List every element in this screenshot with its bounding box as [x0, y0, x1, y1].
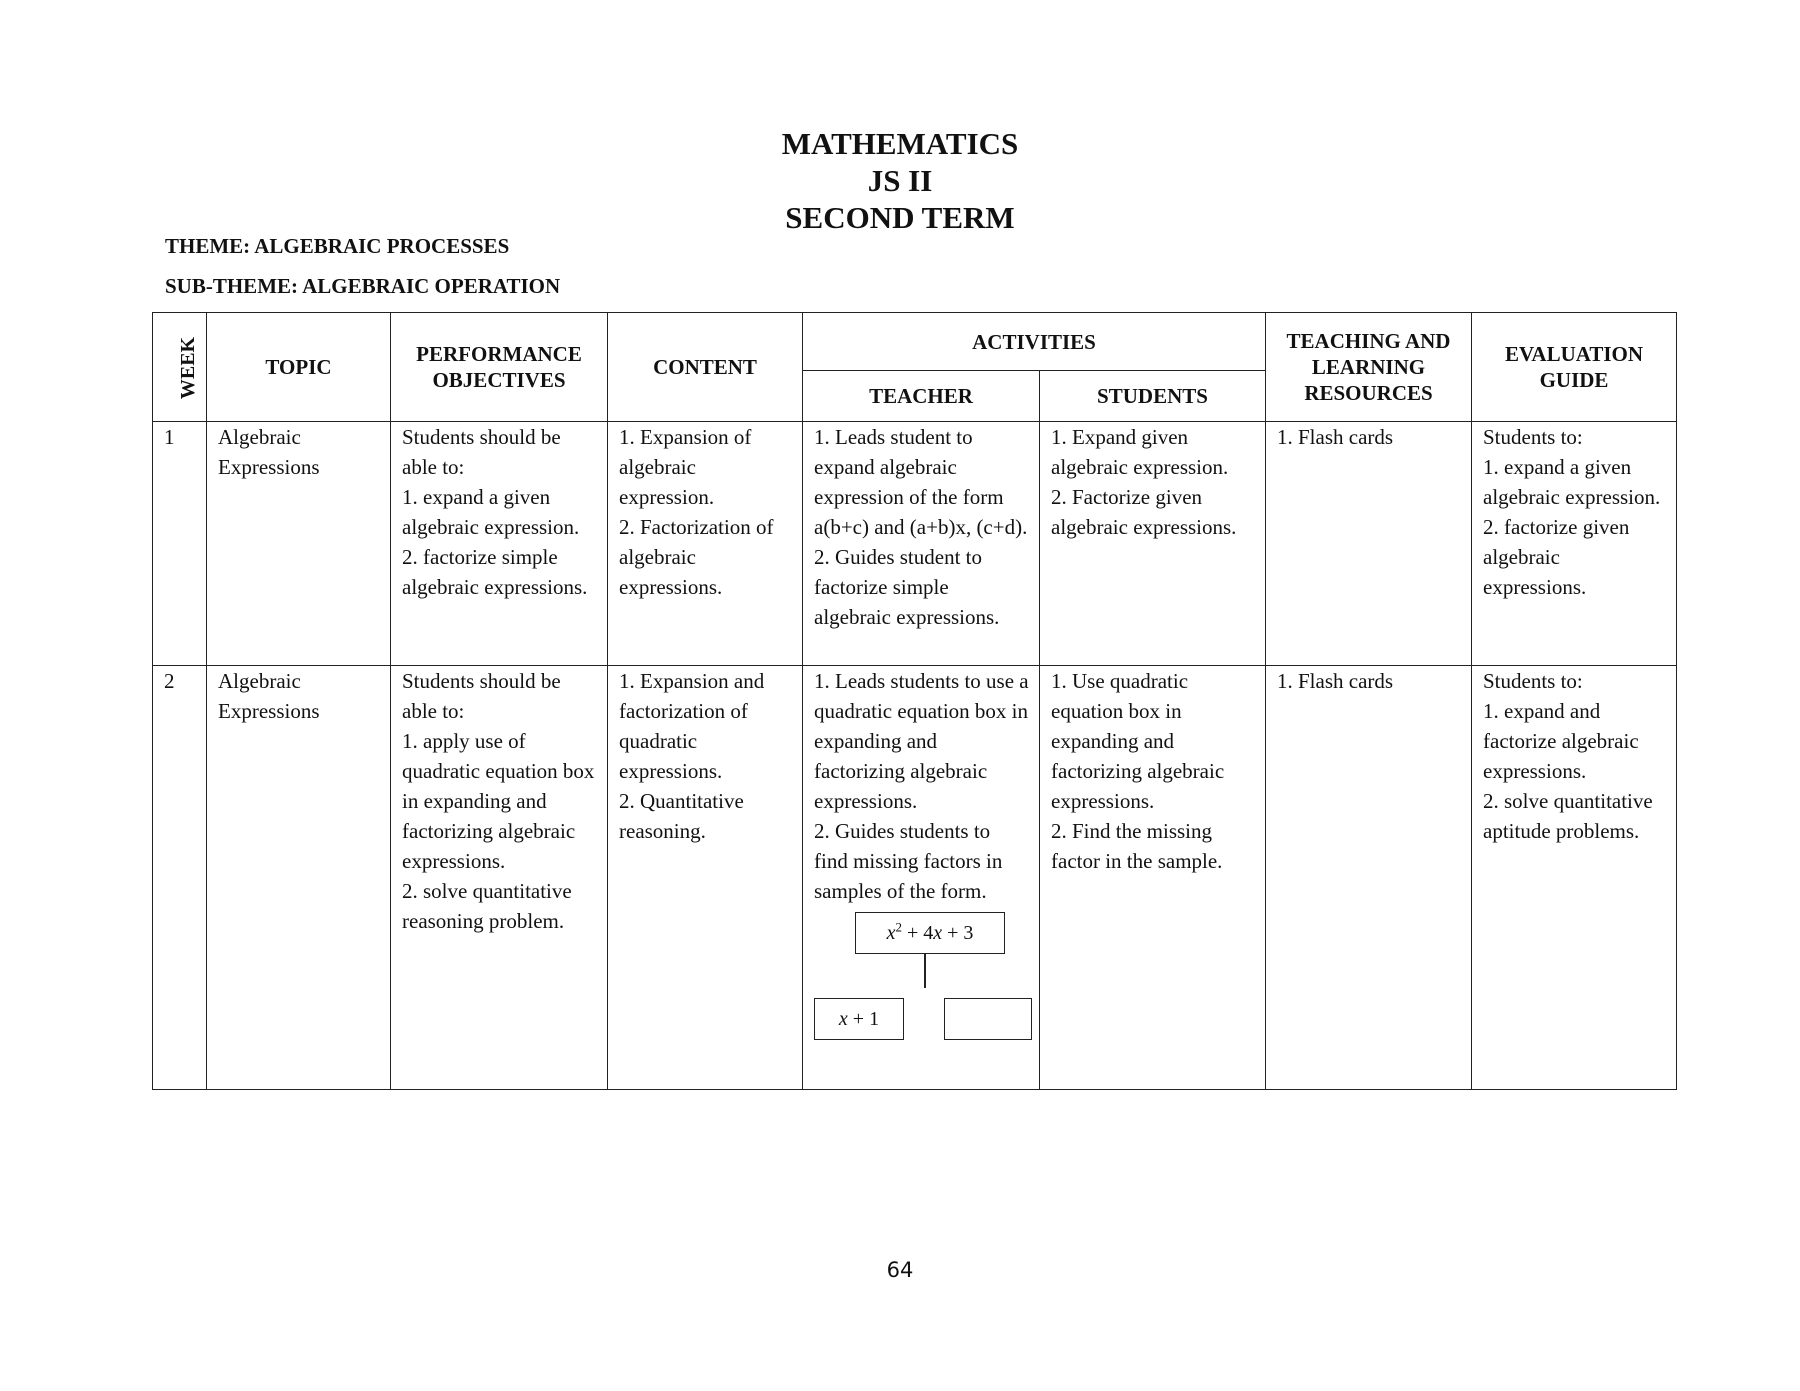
- evaluation-cell: [1472, 666, 1677, 1090]
- content-cell: [608, 666, 803, 1090]
- students-cell: [1040, 422, 1266, 666]
- list-item: Students to:: [1483, 425, 1583, 449]
- equation-box-missing-factor: [944, 998, 1032, 1040]
- title-term: SECOND TERM: [785, 200, 1015, 235]
- header-topic: TOPIC: [207, 313, 391, 422]
- list-item: 1. expand a given algebraic expression.: [402, 485, 580, 539]
- document-title: [0, 125, 1800, 236]
- header-students: STUDENTS: [1040, 371, 1266, 422]
- table-row: [153, 422, 1677, 666]
- scheme-of-work-table: [152, 312, 1677, 1090]
- list-item: 2. Quantitative reasoning.: [619, 789, 744, 843]
- header-objectives: PERFORMANCE OBJECTIVES: [391, 313, 608, 422]
- objectives-cell: [391, 422, 608, 666]
- title-class: JS II: [867, 163, 933, 198]
- page-number: 64: [886, 1258, 914, 1282]
- list-item: Students to:: [1483, 669, 1583, 693]
- header-teacher: TEACHER: [803, 371, 1040, 422]
- list-item: 2. factorize simple algebraic expressions.: [402, 545, 588, 599]
- table-row: [153, 666, 1677, 1090]
- teacher-cell: [803, 666, 1040, 1090]
- list-item: 2. Find the missing factor in the sample.: [1051, 819, 1223, 873]
- theme-label: THEME: ALGEBRAIC PROCESSES: [165, 234, 510, 258]
- list-item: 1. Leads students to use a quadratic equation box in expanding and factorizing algebraic expressions.: [814, 669, 1029, 813]
- header-week: WEEK: [153, 313, 207, 422]
- list-item: 1. expand a given algebraic expression.: [1483, 455, 1661, 509]
- content-cell: [608, 422, 803, 666]
- evaluation-cell: [1472, 422, 1677, 666]
- topic-cell: Algebraic Expressions: [207, 422, 391, 666]
- resources-cell: [1266, 666, 1472, 1090]
- title-subject: MATHEMATICS: [781, 126, 1019, 161]
- list-item: 2. Factorize given algebraic expressions.: [1051, 485, 1237, 539]
- header-resources: TEACHING AND LEARNING RESOURCES: [1266, 313, 1472, 422]
- list-item: 1. Flash cards: [1277, 425, 1394, 449]
- list-item: 2. factorize given algebraic expressions.: [1483, 515, 1630, 599]
- list-item: 2. solve quantitative aptitude problems.: [1483, 789, 1653, 843]
- students-cell: [1040, 666, 1266, 1090]
- list-item: 1. Expansion and factorization of quadratic expressions.: [619, 669, 765, 783]
- list-item: 1. Use quadratic equation box in expanding and factorizing algebraic expressions.: [1051, 669, 1225, 813]
- list-item: 1. Flash cards: [1277, 669, 1394, 693]
- list-item: 1. Expansion of algebraic expression.: [619, 425, 752, 509]
- list-item: 1. Expand given algebraic expression.: [1051, 425, 1229, 479]
- equation-box-connector: [924, 954, 926, 988]
- list-item: 2. solve quantitative reasoning problem.: [402, 879, 572, 933]
- list-item: 2. Factorization of algebraic expressions.: [619, 515, 774, 599]
- teacher-cell: [803, 422, 1040, 666]
- topic-cell: Algebraic Expressions: [207, 666, 391, 1090]
- list-item: 1. apply use of quadratic equation box in expanding and factorizing algebraic expressions.: [402, 729, 595, 873]
- list-item: 2. Guides student to factorize simple algebraic expressions.: [814, 545, 1000, 629]
- list-item: Students should be able to:: [402, 669, 561, 723]
- week-cell: 1: [153, 422, 207, 666]
- resources-cell: [1266, 422, 1472, 666]
- header-evaluation: EVALUATION GUIDE: [1472, 313, 1677, 422]
- list-item: Students should be able to:: [402, 425, 561, 479]
- list-item: 1. expand and factorize algebraic expressions.: [1483, 699, 1639, 783]
- objectives-cell: [391, 666, 608, 1090]
- subtheme-label: SUB-THEME: ALGEBRAIC OPERATION: [165, 274, 561, 298]
- header-activities: ACTIVITIES: [803, 313, 1266, 371]
- equation-box-known-factor: x + 1: [814, 998, 904, 1040]
- list-item: 2. Guides students to find missing factors in samples of the form.: [814, 819, 1003, 903]
- header-content: CONTENT: [608, 313, 803, 422]
- week-cell: 2: [153, 666, 207, 1090]
- list-item: 1. Leads student to expand algebraic expression of the form a(b+c) and (a+b)x, (c+d).: [814, 425, 1028, 539]
- quadratic-equation-box: [814, 906, 1029, 1038]
- equation-box-product: $x^2 + 4x + 3$: [855, 912, 1005, 954]
